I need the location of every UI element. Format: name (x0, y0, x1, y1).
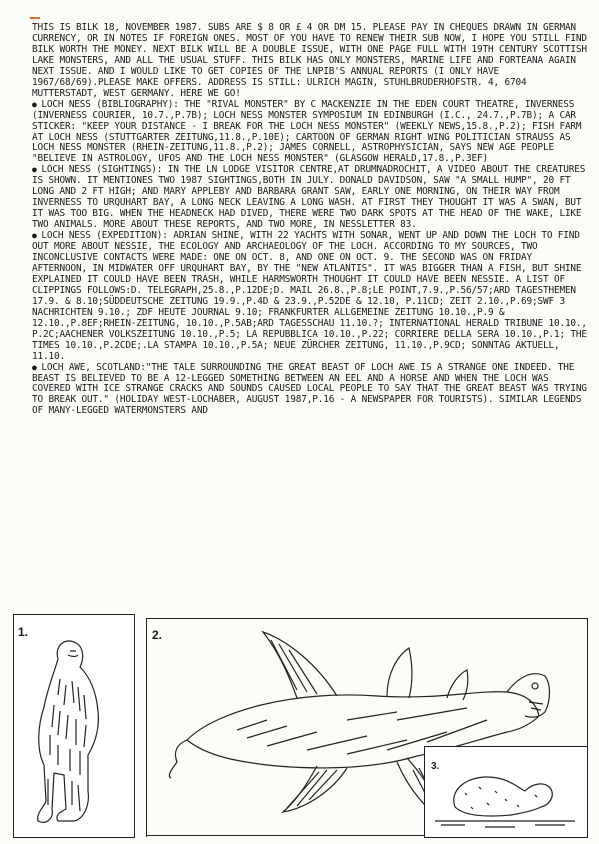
panel-1 (13, 614, 135, 838)
panel-3 (424, 746, 588, 838)
loch-ness-bibliography-paragraph: ● LOCH NESS (BIBLIOGRAPHY): THE "RIVAL MONSTER" BY C MACKENZIE IN THE EDEN COURT THEATRE, INVERNESS (INVERNESS COURIER, 10.7.,P.7B); LOCH NESS MONSTER SYMPOSIUM IN EDINBURGH (I.C., 24.7.,P.7B); A CAR STICKER: "KEEP YOUR DISTANCE - I BREAK FOR THE LOCH NESS MONSTER" (WEEKLY NEWS,15.8.,P.2); FISH FARM AT LOCH NESS (STUTTGARTER ZEITUNG,11.8.,P.10E); CARTOON OF GERMAN RIGHT WING POLITICIAN STRAUSS AS LOCH NESS MONSTER (RHEIN-ZEITUNG,11.8.,P.2); JAMES CORNELL, ASTROPHYSICIAN, SAYS NEW AGE PEOPLE "BELIEVE IN ASTROLOGY, UFOS AND THE LOCH NESS MONSTER" (GLASGOW HERALD,17.8.,P.3EF) (32, 100, 592, 166)
loch-awe-paragraph: ● LOCH AWE, SCOTLAND:"THE TALE SURROUNDING THE GREAT BEAST OF LOCH AWE IS A STRANGE ONE INDEED. THE BEAST IS BELIEVED TO BE A 12-LEGGED SOMETHING BETWEEN AN EEL AND A HORSE AND WHEN THE LOCH WAS COVERED WITH ICE STRANGE CRACKS AND SOUNDS CAUSED LOCAL PEOPLE TO SAY THAT THE GREAT BEAST WAS TRYING TO BREAK OUT." (HOLIDAY WEST-LOCHABER, AUGUST 1987,P.16 - A NEWSPAPER FOR TOURISTS). SIMILAR LEGENDS OF MANY-LEGGED WATERMONSTERS AND (32, 363, 592, 418)
loch-ness-expedition-paragraph: ● LOCH NESS (EXPEDITION): ADRIAN SHINE, WITH 22 YACHTS WITH SONAR, WENT UP AND DOWN THE LOCH TO FIND OUT MORE ABOUT NESSIE, THE ECOLOGY AND ARCHAEOLOGY OF THE LOCH. ACCORDING TO MY SOURCES, TWO INCONCLUSIVE CONTACTS WERE MADE: ONE ON OCT. 8, AND ONE ON OCT. 9. THE SECOND WAS ON FRIDAY AFTERNOON, IN MIDWATER OFF URQUHART BAY, BY THE "NEW ATLANTIS". IT WAS BIGGER THAN A FISH, BUT SHINE EXPLAINED IT COULD HAVE BEEN TRASH, WHILE HARMSWORTH THOUGHT IT COULD HAVE BEEN NESSIE. A LIST OF CLIPPINGS FOLLOWS:D. TELEGRAPH,25.8.,P.12DE;D. MAIL 26.8.,P.8;LE POINT,7.9.,P.56/57;ARD TAGESTHEMEN 17.9. & 8.10;SÜDDEUTSCHE ZEITUNG 19.9.,P.4D & 23.9.,P.52DE & 12.10, P.11CD; ZEIT 2.10.,P.69;SWF 3 NACHRICHTEN 9.10.; ZDF HEUTE JOURNAL 9.10; FRANKFURTER ALLGEMEINE ZEITUNG 10.10.,P.9 & 12.10.,P.8EF;RHEIN-ZEITUNG, 10.10.,P.5AB;ARD TAGESSCHAU 11.10.?; INTERNATIONAL HERALD TRIBUNE 10.10., P.2C;AACHENER VOLKSZEITUNG 10.10.,P.5; LA REPUBBLICA 10.10.,P.22; CORRIERE DELLA SERA 10.10.,P.1; THE TIMES 10.10.,P.2CDE;.LA STAMPA 10.10.,P.5A; NEUE ZÜRCHER ZEITUNG, 11.10.,P.9CD; SONNTAG AKTUELL, 11.10. (32, 231, 592, 362)
hairy-biped-illustration (14, 615, 132, 835)
lump-creature-illustration (425, 747, 585, 835)
panel-2-number: 2. (152, 628, 163, 642)
panel-2-bottom-border (146, 835, 424, 836)
article-text (32, 23, 592, 417)
intro-paragraph: THIS IS BILK 18, NOVEMBER 1987. SUBS ARE $ 8 OR £ 4 OR DM 15. PLEASE PAY IN CHEQUES DRAWN IN GERMAN CURRENCY, OR IN NOTES IF FOREIGN ONES. MOST OF YOU HAVE TO RENEW THEIR SUB NOW, I HOPE YOU STILL FIND BILK WORTH THE MONEY. NEXT BILK WILL BE A DOUBLE ISSUE, WITH ONE PAGE FULL WITH 19TH CENTURY SCOTTISH LAKE MONSTERS, AND ALL THE USUAL STUFF. THIS BILK HAS ONLY MONSTERS, MARINE LIFE AND FORTEANA AGAIN NEXT ISSUE. AND I WOULD LIKE TO GET COPIES OF THE LNPIB'S ANNUAL REPORTS (I ONLY HAVE 1967/68/69).PLEASE MAKE OFFERS. ADDRESS IS STILL: ULRICH MAGIN, STUHLBRUDERHOFSTR. 4, 6704 MUTTERSTADT, WEST GERMANY. HERE WE GO! (32, 22, 587, 99)
orange-mark (30, 17, 40, 19)
panel-2-top-border (146, 618, 588, 619)
panel-1-number: 1. (18, 625, 29, 639)
illustration-panels (0, 614, 599, 844)
loch-ness-sightings-paragraph: ● LOCH NESS (SIGHTINGS): IN THE LN LODGE VISITOR CENTRE,AT DRUMNADROCHIT, A VIDEO ABOUT THE CREATURES IS SHOWN. IT MENTIONES TWO 1987 SIGHTINGS,BOTH IN JULY. DONALD DAVIDSON, SAW "A SMALL HUMP", 20 FT LONG AND 2 FT HIGH; AND MARY APPLEBY AND BARBARA GRANT SAW, EARLY ONE MORNING, ON THEIR WAY FROM INVERNESS TO URQUHART BAY, A LONG NECK LEAVING A LONG WASH. AT FIRST THEY THOUGHT IT WAS A SWAN, BUT IT WAS TOO BIG. WHEN THE HEADNECK HAD DIVED, THERE WERE TWO DARK SPOTS AT THE HEAD OF THE WAKE, LIKE TWO ANIMALS. MORE ABOUT THESE REPORTS, AND TWO MORE, IN NESSLETTER 83. (32, 165, 592, 231)
panel-3-number: 3. (431, 761, 440, 772)
